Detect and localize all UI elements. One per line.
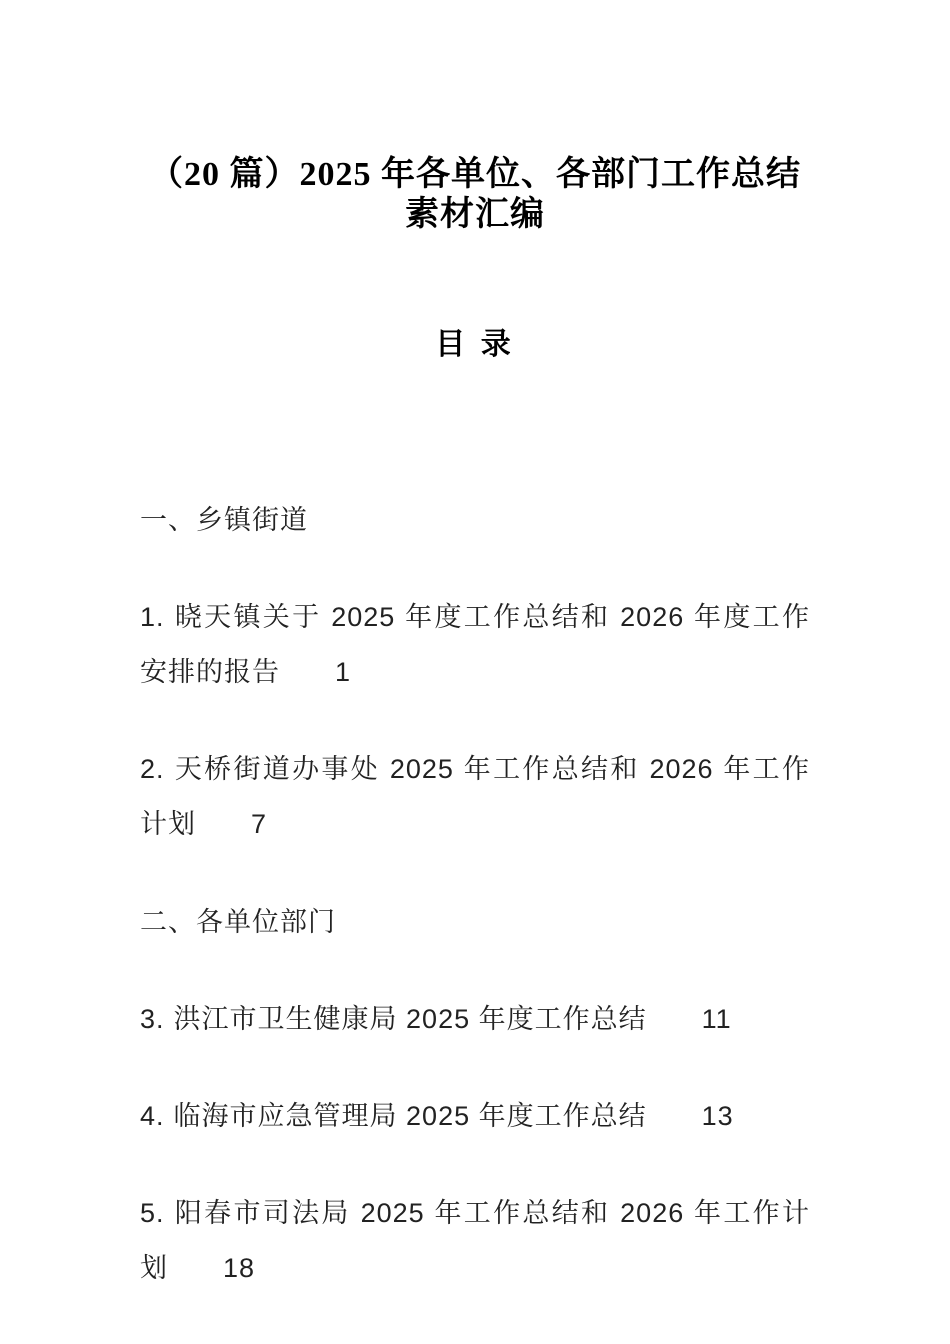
toc-item-number: 1. — [140, 602, 165, 632]
toc-item — [140, 742, 810, 852]
toc-item-number: 3. — [140, 1004, 165, 1034]
section-heading-departments: 二、各单位部门 — [140, 907, 336, 937]
toc-item-title: 天桥街道办事处 2025 年工作总结和 2026 年工作计划 — [140, 754, 810, 839]
toc-item-page-number: 18 — [223, 1253, 256, 1283]
toc-item-number: 4. — [140, 1101, 165, 1131]
toc-item-page-number: 11 — [701, 1004, 732, 1034]
toc-item-page-number: 1 — [335, 657, 352, 687]
toc-item-page-number: 13 — [701, 1101, 734, 1131]
tab-gap — [647, 1027, 702, 1028]
tab-gap — [196, 832, 251, 833]
toc-heading: 目 录 — [435, 328, 515, 361]
toc-item — [140, 1089, 810, 1144]
toc-item-page-number: 7 — [251, 809, 268, 839]
toc-item-title: 洪江市卫生健康局 2025 年度工作总结 — [173, 1004, 647, 1034]
toc-item — [140, 992, 810, 1047]
toc-item-number: 2. — [140, 754, 165, 784]
toc-item — [140, 1186, 810, 1296]
toc-item-title: 阳春市司法局 2025 年工作总结和 2026 年工作计划 — [140, 1198, 810, 1283]
tab-gap — [168, 1276, 223, 1277]
tab-gap — [280, 680, 335, 681]
toc-item-number: 5. — [140, 1198, 165, 1228]
document-title: （20 篇）2025 年各单位、各部门工作总结素材汇编 — [149, 156, 801, 233]
toc-item-title: 临海市应急管理局 2025 年度工作总结 — [173, 1101, 647, 1131]
toc-item-title: 晓天镇关于 2025 年度工作总结和 2026 年度工作安排的报告 — [140, 602, 810, 687]
toc-item — [140, 590, 810, 700]
section-heading-townships: 一、乡镇街道 — [140, 505, 308, 535]
tab-gap — [647, 1124, 702, 1125]
